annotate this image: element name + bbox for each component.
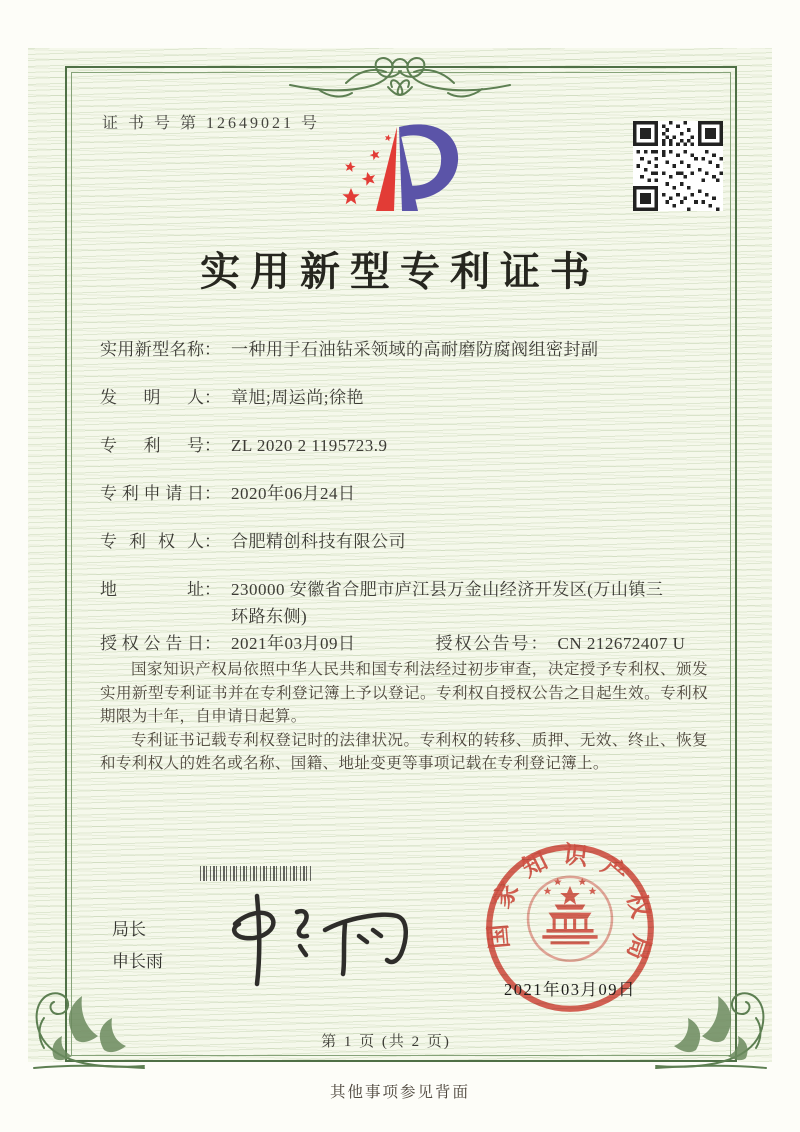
signer-block bbox=[112, 914, 163, 978]
field-label: 发明人 bbox=[100, 388, 204, 407]
field-row-grant: 授权公告日 ： 2021年03月09日 授权公告号 ： CN 212672407 U bbox=[100, 630, 712, 657]
qr-code bbox=[633, 121, 723, 211]
certificate-number: 证 书 号 第 12649021 号 bbox=[102, 115, 321, 132]
signer-title: 局长 bbox=[112, 920, 146, 939]
field-value: 2020年06月24日 bbox=[231, 484, 356, 503]
field-value: 2021年03月09日 bbox=[231, 634, 356, 653]
seal-text: 国家知识产权局 bbox=[484, 841, 656, 969]
field-value: 一种用于石油钻采领域的高耐磨防腐阀组密封副 bbox=[231, 340, 599, 359]
seal-date: 2021年03月09日 bbox=[504, 980, 636, 999]
field-row-name: 实用新型名称 ： 一种用于石油钻采领域的高耐磨防腐阀组密封副 bbox=[100, 336, 712, 363]
field-value: 章旭;周运尚;徐艳 bbox=[231, 388, 364, 407]
legal-paragraph-1: 国家知识产权局依照中华人民共和国专利法经过初步审查，决定授予专利权、颁发实用新型专利证书并在专利登记簿上予以登记。专利权自授权公告之日起生效。专利权期限为十年，自申请日起算。 bbox=[100, 661, 708, 725]
signer-name: 申长雨 bbox=[112, 952, 163, 971]
field-label: 专利申请日 bbox=[100, 484, 204, 503]
field-label: 专利权人 bbox=[100, 532, 204, 551]
field-row-patent-no: 专利号 ： ZL 2020 2 1195723.9 bbox=[100, 432, 712, 459]
field-row-address: 地址 ： 230000 安徽省合肥市庐江县万金山经济开发区(万山镇三环路东侧) bbox=[100, 576, 712, 630]
field-label: 授权公告号 bbox=[435, 634, 531, 653]
field-row-filing-date: 专利申请日 ： 2020年06月24日 bbox=[100, 480, 712, 507]
field-label: 专利号 bbox=[100, 436, 204, 455]
field-label: 地址 bbox=[100, 580, 204, 599]
field-label: 授权公告日 bbox=[100, 634, 204, 653]
legal-text bbox=[100, 658, 708, 776]
barcode bbox=[200, 866, 313, 881]
page-number: 第 1 页 (共 2 页) bbox=[321, 1034, 451, 1050]
certificate-title: 实用新型专利证书 bbox=[200, 249, 600, 294]
legal-paragraph-2: 专利证书记载专利权登记时的法律状况。专利权的转移、质押、无效、终止、恢复和专利权人的姓名或名称、国籍、地址变更等事项记载在专利登记簿上。 bbox=[100, 731, 708, 772]
fields-block bbox=[100, 336, 712, 678]
field-row-patentee: 专利权人 ： 合肥精创科技有限公司 bbox=[100, 528, 712, 555]
field-value: 230000 安徽省合肥市庐江县万金山经济开发区(万山镇三环路东侧) bbox=[231, 580, 664, 626]
field-row-inventor: 发明人 ： 章旭;周运尚;徐艳 bbox=[100, 384, 712, 411]
grant-number-pair: 授权公告号 ： CN 212672407 U bbox=[436, 630, 686, 657]
field-value: 合肥精创科技有限公司 bbox=[231, 532, 406, 551]
field-label: 实用新型名称 bbox=[100, 340, 204, 359]
signature-icon bbox=[213, 888, 425, 988]
field-value: ZL 2020 2 1195723.9 bbox=[231, 436, 388, 455]
field-value: CN 212672407 U bbox=[557, 634, 686, 653]
back-note: 其他事项参见背面 bbox=[329, 1084, 470, 1101]
cnipa-logo-icon bbox=[332, 108, 472, 236]
